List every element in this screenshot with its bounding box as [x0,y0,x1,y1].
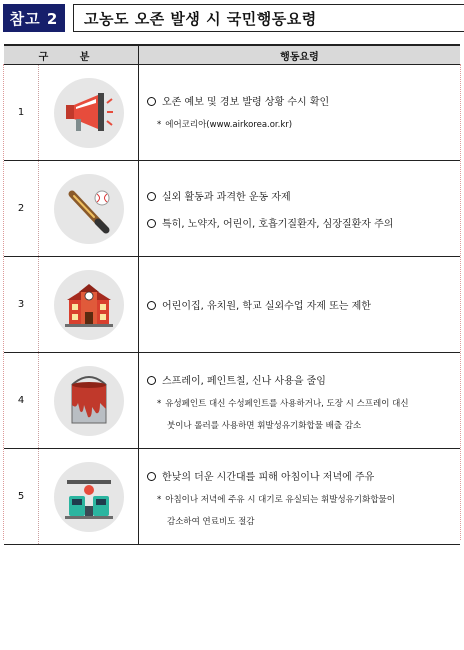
gas-pump-icon [63,472,115,522]
row-content: 한낮의 더운 시간대를 피해 아침이나 저녁에 주유 * 아침이나 저녁에 주유 시 대기로 유실되는 휘발성유기화합물이 감소하여 연료비도 절감 [139,449,460,544]
note-line: 에어코리아(www.airkorea.or.kr) [165,120,293,131]
note-line: 붓이나 롤러를 사용하면 휘발성유기화합물 배출 감소 [167,420,362,431]
page-header [3,4,461,32]
row-number: 4 [4,353,39,448]
action-line: 실외 활동과 과격한 운동 자제 [162,191,291,203]
action-line: 스프레이, 페인트칠, 신나 사용을 줄임 [162,376,326,388]
school-building-icon [63,282,115,328]
reference-tag: 참고 2 [3,4,65,32]
bullet-icon [147,219,156,228]
table-row [4,65,460,161]
table-row [4,449,460,545]
header-action: 행동요령 [280,51,319,63]
action-line: 한낮의 더운 시간대를 피해 아침이나 저녁에 주유 [162,472,375,484]
page-title: 고농도 오존 발생 시 국민행동요령 [73,4,464,32]
row-number: 1 [4,65,39,160]
row-content [139,257,460,352]
icon-circle [54,462,124,532]
row-content [139,161,460,256]
baseball-bat-icon [64,184,114,234]
action-line: 어린이집, 유치원, 학교 실외수업 자제 또는 제한 [162,301,371,312]
margin-guide [3,64,4,540]
table-row [4,257,460,353]
action-table [4,44,460,545]
row-number: 5 [4,449,39,544]
bullet-icon [147,192,156,201]
note-line: 유성페인트 대신 수성페인트를 사용하거나, 도장 시 스프레이 대신 [165,399,409,410]
header-category: 구 분 [4,46,139,64]
icon-circle [54,366,124,436]
icon-circle [54,174,124,244]
row-content: 오존 예보 및 경보 발령 상황 수시 확인 * 에어코리아(www.airkorea.or.kr) [139,65,460,160]
bullet-icon [147,97,156,106]
table-row [4,353,460,449]
bullet-icon [147,472,156,481]
action-line: 특히, 노약자, 어린이, 호흡기질환자, 심장질환자 주의 [162,218,394,230]
paint-bucket-icon [66,375,112,427]
margin-guide [460,64,461,540]
icon-circle [54,78,124,148]
row-number: 2 [4,161,39,256]
table-row [4,161,460,257]
row-content: 스프레이, 페인트칠, 신나 사용을 줄임 * 유성페인트 대신 수성페인트를 사용하거나, 도장 시 스프레이 대신 붓이나 롤러를 사용하면 휘발성유기화합물 배출 감소 [139,353,460,448]
note-line: 감소하여 연료비도 절감 [167,516,255,527]
action-line: 오존 예보 및 경보 발령 상황 수시 확인 [162,97,330,109]
icon-circle [54,270,124,340]
bullet-icon [147,376,156,385]
megaphone-icon [64,91,114,135]
table-header [4,44,460,65]
row-number: 3 [4,257,39,352]
note-line: 아침이나 저녁에 주유 시 대기로 유실되는 휘발성유기화합물이 [165,495,395,506]
bullet-icon [147,301,156,310]
